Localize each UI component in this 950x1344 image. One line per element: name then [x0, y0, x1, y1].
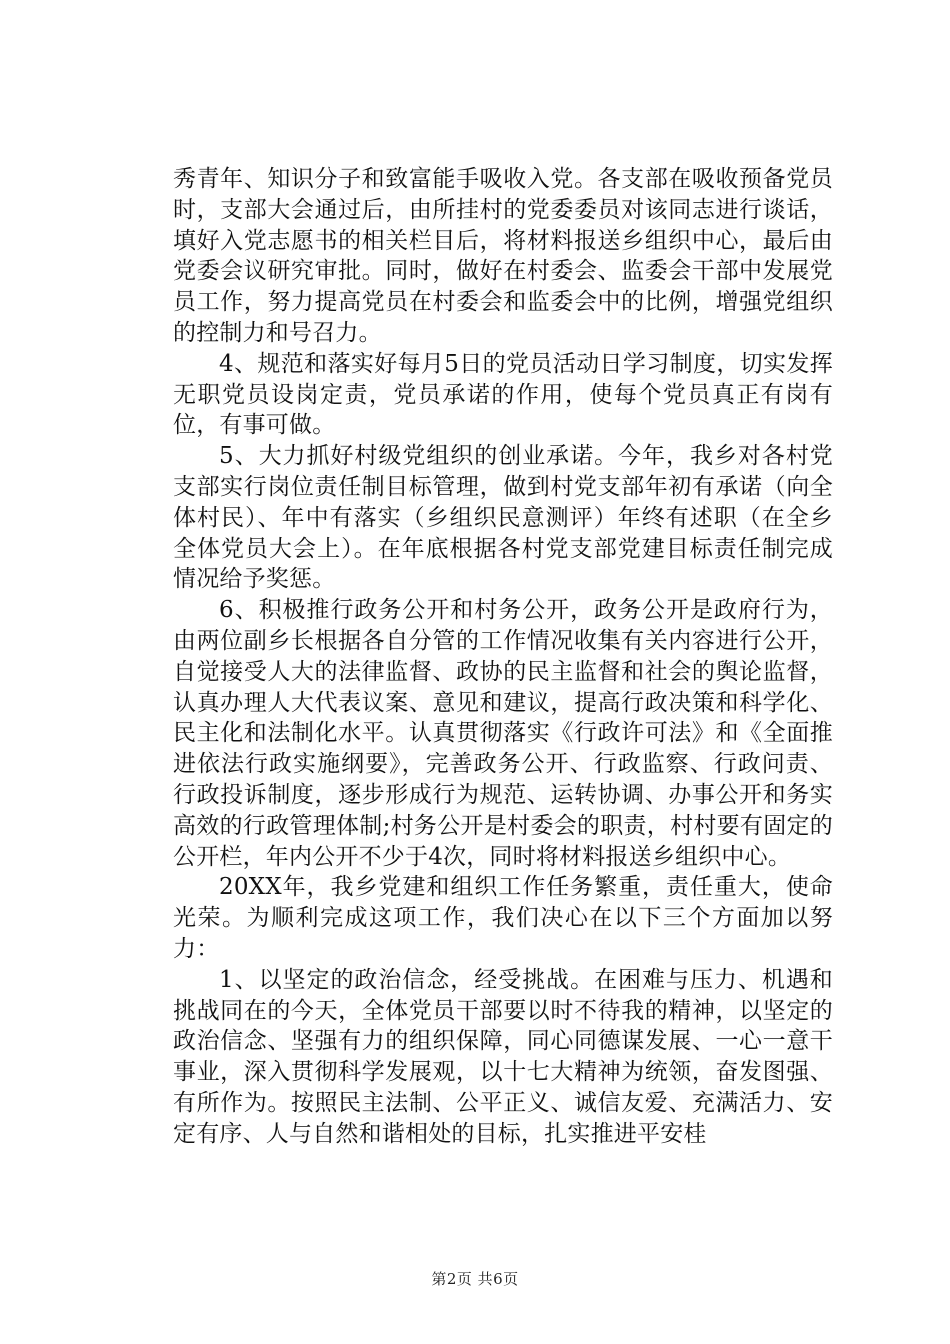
paragraph-year-plan: 20XX年，我乡党建和组织工作任务繁重，责任重大，使命光荣。为顺利完成这项工作，我们决心在以下三个方面加以努力：: [173, 874, 833, 962]
paragraph-plan-item-1: 1、以坚定的政治信念，经受挑战。在困难与压力、机遇和挑战同在的今天，全体党员干部要以时不待我的精神，以坚定的政治信念、坚强有力的组织保障，同心同德谋发展、一心一意干事业，深入贯彻科学发展观，以十七大精神为统领，奋发图强、有所作为。按照民主法制、公平正义、诚信友爱、充满活力、安定有序、人与自然和谐相处的目标，扎实推进平安桂: [173, 966, 833, 1147]
page-footer: 第2页 共6页: [431, 1270, 519, 1288]
paragraph-item-4: 4、规范和落实好每月5日的党员活动日学习制度，切实发挥无职党员设岗定责，党员承诺的作用，使每个党员真正有岗有位，有事可做。: [173, 350, 833, 439]
paragraph-item-5: 5、大力抓好村级党组织的创业承诺。今年，我乡对各村党支部实行岗位责任制目标管理，做到村党支部年初有承诺（向全体村民）、年中有落实（乡组织民意测评）年终有述职（在全乡全体党员大会上）。在年底根据各村党支部党建目标责任制完成情况给予奖惩。: [173, 443, 833, 593]
paragraph-party-recruitment: 秀青年、知识分子和致富能手吸收入党。各支部在吸收预备党员时，支部大会通过后，由所挂村的党委委员对该同志进行谈话，填好入党志愿书的相关栏目后，将材料报送乡组织中心，最后由党委会议研究审批。同时，做好在村委会、监委会干部中发展党员工作，努力提高党员在村委会和监委会中的比例，增强党组织的控制力和号召力。: [173, 166, 833, 346]
paragraph-item-6: 6、积极推行政务公开和村务公开，政务公开是政府行为，由两位副乡长根据各自分管的工作情况收集有关内容进行公开，自觉接受人大的法律监督、政协的民主监督和社会的舆论监督，认真办理人大代表议案、意见和建议，提高行政决策和科学化、民主化和法制化水平。认真贯彻落实《行政许可法》和《全面推进依法行政实施纲要》，完善政务公开、行政监察、行政问责、行政投诉制度，逐步形成行为规范、运转协调、办事公开和务实高效的行政管理体制;村务公开是村委会的职责，村村要有固定的公开栏，年内公开不少于4次，同时将材料报送乡组织中心。: [173, 597, 833, 870]
document-body: [173, 164, 833, 1150]
